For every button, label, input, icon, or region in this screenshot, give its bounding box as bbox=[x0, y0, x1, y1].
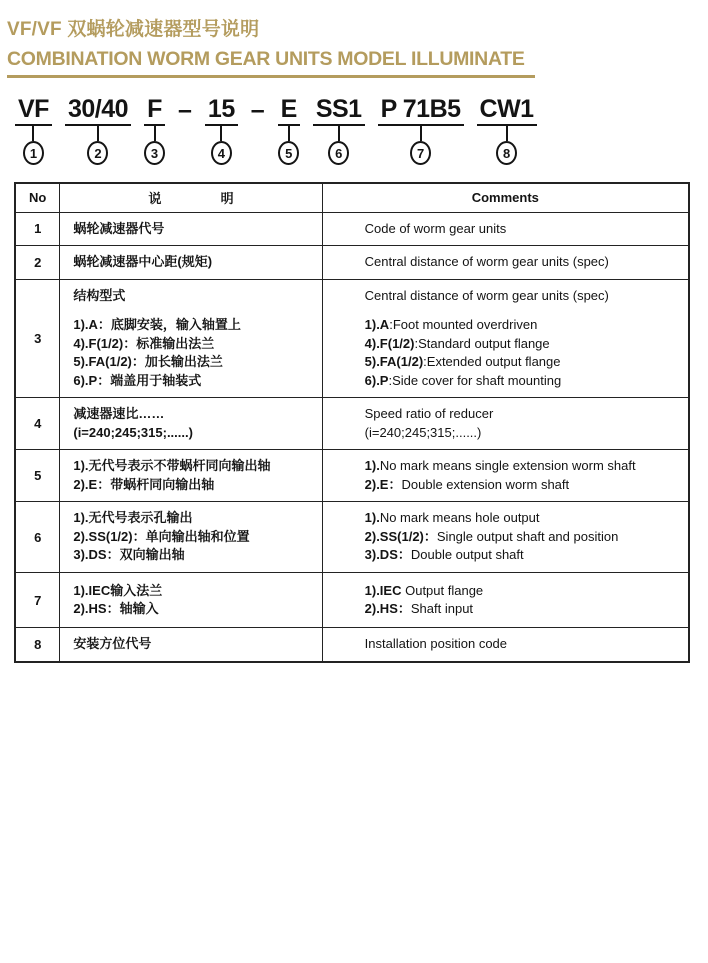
regular-text: Single output shaft and position bbox=[436, 528, 619, 544]
row-comments-cell bbox=[322, 573, 689, 628]
row-comments-cell bbox=[322, 212, 689, 246]
bold-code-text: 2).E： bbox=[364, 476, 402, 492]
regular-text: Central distance of worm gear units (spec) bbox=[364, 287, 609, 303]
row-number-cell: 3 bbox=[15, 279, 60, 398]
row-comments-cell bbox=[322, 398, 689, 450]
text-paragraph bbox=[73, 287, 313, 306]
model-code-segment bbox=[144, 97, 165, 165]
row-comments-cell bbox=[322, 628, 689, 662]
row-description-cell bbox=[60, 502, 322, 573]
table-row bbox=[15, 212, 689, 246]
callout-stem-line bbox=[288, 126, 290, 141]
text-line bbox=[73, 546, 313, 565]
text-line bbox=[73, 372, 313, 391]
model-code-text: CW1 bbox=[477, 97, 537, 126]
regular-text: Shaft input bbox=[410, 601, 474, 616]
document-page bbox=[0, 14, 708, 963]
callout-number-badge: 7 bbox=[410, 141, 431, 165]
text-paragraph bbox=[365, 635, 680, 654]
model-code-text: P 71B5 bbox=[378, 97, 464, 126]
column-header-comments: Comments bbox=[322, 183, 689, 212]
column-header-no: No bbox=[15, 183, 60, 212]
text-line bbox=[365, 582, 680, 601]
text-line bbox=[73, 528, 313, 547]
callout-stem-line bbox=[506, 126, 508, 141]
callout-stem-line bbox=[420, 126, 422, 141]
callout-number-badge: 3 bbox=[144, 141, 165, 165]
regular-text: Speed ratio of reducer bbox=[364, 406, 494, 421]
regular-text: Double output shaft bbox=[410, 547, 524, 563]
text-line bbox=[365, 220, 680, 239]
model-code-text: 30/40 bbox=[65, 97, 131, 126]
text-paragraph bbox=[365, 220, 680, 239]
text-paragraph bbox=[73, 457, 313, 494]
table-row bbox=[15, 450, 689, 502]
callout-number-badge: 5 bbox=[278, 141, 299, 165]
bold-code-text: 1).无代号表示不带蜗杆同向输出轴 bbox=[73, 458, 271, 473]
bold-code-text: 减速器速比…… bbox=[73, 406, 165, 421]
regular-text: No mark means single extension worm shaft bbox=[379, 458, 636, 473]
text-paragraph bbox=[365, 457, 680, 494]
row-number-cell: 2 bbox=[15, 246, 60, 280]
text-line bbox=[365, 424, 680, 443]
text-paragraph bbox=[365, 405, 680, 442]
text-line bbox=[73, 635, 313, 654]
bold-code-text: 2).E：带蜗杆同向输出轴 bbox=[73, 476, 215, 492]
table-row bbox=[15, 398, 689, 450]
table-row bbox=[15, 279, 689, 398]
text-paragraph bbox=[365, 509, 680, 565]
text-line bbox=[73, 582, 313, 601]
regular-text: Central distance of worm gear units (spec) bbox=[364, 254, 609, 269]
text-line bbox=[73, 353, 313, 372]
model-code-segment bbox=[278, 97, 300, 165]
bold-code-text: 3).DS： bbox=[364, 547, 411, 563]
page-title-chinese: VF/VF 双蜗轮减速器型号说明 bbox=[7, 19, 260, 40]
title-underline-rule bbox=[7, 75, 535, 78]
regular-text: (i=240;245;315;......) bbox=[364, 424, 482, 440]
row-number-cell: 1 bbox=[15, 212, 60, 246]
row-comments-cell bbox=[322, 450, 689, 502]
row-number-cell: 6 bbox=[15, 502, 60, 573]
model-code-segment bbox=[65, 97, 131, 165]
model-code-text: F bbox=[144, 97, 165, 126]
row-description-cell bbox=[60, 573, 322, 628]
text-paragraph bbox=[73, 509, 313, 565]
page-title-english: COMBINATION WORM GEAR UNITS MODEL ILLUMINATE bbox=[7, 48, 525, 70]
row-number-cell: 5 bbox=[15, 450, 60, 502]
text-line bbox=[73, 335, 313, 354]
regular-text: Double extension worm shaft bbox=[401, 476, 570, 492]
model-code-segment bbox=[15, 97, 52, 165]
text-paragraph bbox=[73, 316, 313, 390]
text-line bbox=[365, 372, 680, 391]
bold-code-text: 1).A：底脚安装，输入轴置上 bbox=[73, 317, 241, 332]
callout-stem-line bbox=[338, 126, 340, 141]
text-line bbox=[73, 220, 313, 239]
text-line bbox=[73, 405, 313, 424]
table-row bbox=[15, 502, 689, 573]
table-header-row bbox=[15, 183, 689, 212]
row-comments-cell bbox=[322, 502, 689, 573]
text-line bbox=[365, 546, 680, 565]
column-header-description: 说 明 bbox=[60, 183, 322, 212]
callout-stem-line bbox=[220, 126, 222, 141]
row-comments-cell bbox=[322, 279, 689, 398]
regular-text: :Extended output flange bbox=[423, 354, 561, 369]
bold-code-text: 2).SS(1/2)： bbox=[364, 528, 437, 544]
callout-number-badge: 8 bbox=[496, 141, 517, 165]
callout-number-badge: 1 bbox=[23, 141, 44, 165]
model-code-dash: – bbox=[250, 96, 265, 124]
text-line bbox=[365, 635, 680, 654]
row-description-cell bbox=[60, 279, 322, 398]
bold-code-text: 结构型式 bbox=[73, 287, 126, 303]
bold-code-text: 1).IEC输入法兰 bbox=[73, 582, 163, 598]
bold-code-text: 6).P：端盖用于轴装式 bbox=[73, 372, 202, 388]
regular-text: No mark means hole output bbox=[379, 510, 540, 526]
row-description-cell bbox=[60, 450, 322, 502]
text-line bbox=[73, 476, 313, 495]
text-paragraph bbox=[365, 253, 680, 272]
regular-text: :Foot mounted overdriven bbox=[389, 317, 538, 332]
regular-text: :Side cover for shaft mounting bbox=[388, 372, 562, 388]
model-code-text: 15 bbox=[205, 97, 238, 126]
regular-text: Installation position code bbox=[364, 636, 508, 651]
regular-text: Code of worm gear units bbox=[364, 220, 507, 236]
callout-stem-line bbox=[97, 126, 99, 141]
row-description-cell bbox=[60, 246, 322, 280]
bold-code-text: 1). bbox=[364, 510, 380, 526]
bold-code-text: 2).HS：轴输入 bbox=[73, 601, 159, 616]
text-paragraph bbox=[365, 582, 680, 619]
model-code-text: SS1 bbox=[313, 97, 365, 126]
text-line bbox=[365, 476, 680, 495]
model-code-segment bbox=[313, 97, 365, 165]
text-line bbox=[365, 509, 680, 528]
callout-number-badge: 6 bbox=[328, 141, 349, 165]
table-row bbox=[15, 628, 689, 662]
row-number-cell: 4 bbox=[15, 398, 60, 450]
bold-code-text: 蜗轮减速器代号 bbox=[73, 220, 165, 236]
table-row bbox=[15, 246, 689, 280]
model-code-dash: – bbox=[178, 96, 192, 124]
table-body bbox=[15, 212, 689, 662]
text-line bbox=[73, 287, 313, 306]
row-number-cell: 8 bbox=[15, 628, 60, 662]
row-description-cell bbox=[60, 398, 322, 450]
bold-code-text: 4).F(1/2)：标准输出法兰 bbox=[73, 335, 215, 351]
text-line bbox=[365, 405, 680, 424]
text-line bbox=[365, 457, 680, 476]
model-legend-table bbox=[14, 182, 690, 663]
bold-code-text: (i=240;245;315;......) bbox=[73, 424, 193, 440]
text-line bbox=[365, 528, 680, 547]
bold-code-text: 5).FA(1/2) bbox=[364, 354, 424, 369]
table-row bbox=[15, 573, 689, 628]
text-line bbox=[365, 600, 680, 619]
text-line bbox=[73, 509, 313, 528]
text-paragraph bbox=[365, 316, 680, 390]
bold-code-text: 2).HS： bbox=[364, 601, 411, 616]
bold-code-text: 安装方位代号 bbox=[73, 636, 152, 651]
text-line bbox=[73, 316, 313, 335]
text-line bbox=[73, 253, 313, 272]
text-paragraph bbox=[73, 253, 313, 272]
bold-code-text: 3).DS：双向输出轴 bbox=[73, 547, 185, 563]
text-paragraph bbox=[73, 220, 313, 239]
text-paragraph bbox=[73, 582, 313, 619]
model-code-line bbox=[15, 97, 708, 165]
text-line bbox=[73, 424, 313, 443]
bold-code-text: 2).SS(1/2)：单向输出轴和位置 bbox=[73, 528, 250, 544]
model-code-text: E bbox=[278, 97, 300, 126]
callout-stem-line bbox=[154, 126, 156, 141]
model-code-segment bbox=[205, 97, 238, 165]
text-line bbox=[73, 600, 313, 619]
model-code-text: VF bbox=[15, 97, 52, 126]
text-paragraph bbox=[365, 287, 680, 306]
row-comments-cell bbox=[322, 246, 689, 280]
text-line bbox=[365, 353, 680, 372]
bold-code-text: 1).A bbox=[364, 317, 390, 332]
row-description-cell bbox=[60, 212, 322, 246]
model-code-segment bbox=[477, 97, 537, 165]
row-description-cell bbox=[60, 628, 322, 662]
row-number-cell: 7 bbox=[15, 573, 60, 628]
bold-code-text: 5).FA(1/2)：加长输出法兰 bbox=[73, 354, 223, 369]
callout-stem-line bbox=[32, 126, 34, 141]
bold-code-text: 6).P bbox=[364, 372, 389, 388]
bold-code-text: 蜗轮减速器中心距(规矩) bbox=[73, 254, 213, 269]
text-line bbox=[365, 287, 680, 306]
text-line bbox=[73, 457, 313, 476]
text-line bbox=[365, 335, 680, 354]
bold-code-text: 4).F(1/2) bbox=[364, 335, 415, 351]
text-paragraph bbox=[73, 635, 313, 654]
regular-text: Output flange bbox=[401, 582, 484, 598]
model-code-segment bbox=[378, 97, 464, 165]
text-line bbox=[365, 316, 680, 335]
text-paragraph bbox=[73, 405, 313, 442]
bold-code-text: 1).IEC bbox=[364, 582, 402, 598]
callout-number-badge: 4 bbox=[211, 141, 232, 165]
regular-text: :Standard output flange bbox=[414, 335, 550, 351]
bold-code-text: 1). bbox=[364, 458, 380, 473]
text-line bbox=[365, 253, 680, 272]
callout-number-badge: 2 bbox=[87, 141, 108, 165]
bold-code-text: 1).无代号表示孔输出 bbox=[73, 510, 193, 526]
